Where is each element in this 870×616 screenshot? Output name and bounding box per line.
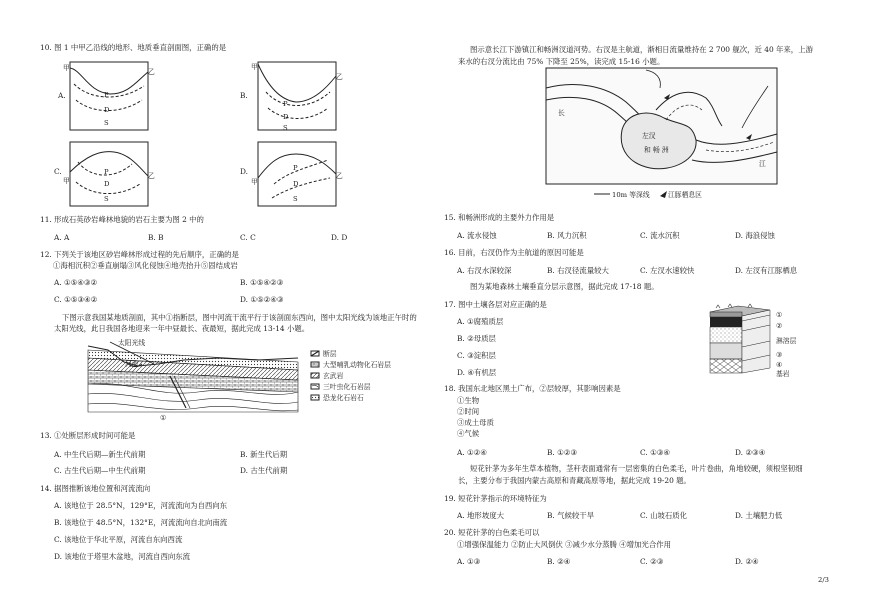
q17-opt-b[interactable]: B. ②母质层 <box>457 334 496 343</box>
end-right-label: 乙 <box>336 172 343 180</box>
q13-opt-a[interactable]: A. 中生代后期—新生代前期 <box>54 450 146 459</box>
q14-opt-d[interactable]: D. 该地位于塔里木盆地，河流自西向东流 <box>54 552 191 561</box>
end-left-label: 甲 <box>251 178 258 186</box>
legend-dolphin: 江豚栖息区 <box>668 191 702 199</box>
legend-dinosaur-fossil: 恐龙化石岩石 <box>323 394 364 402</box>
legend-basalt: 玄武岩 <box>323 372 344 380</box>
intro-19-20-line2: 长，主要分布于我国内蒙古高原和青藏高原等地，据此完成 19-20 题。 <box>458 476 691 485</box>
q19-opt-a[interactable]: A. 地形坡度大 <box>457 511 504 520</box>
layer-d: D <box>104 180 110 188</box>
q16-opt-c[interactable]: C. 左汊水速较快 <box>640 266 695 275</box>
q16-stem: 16. 目前，右汊仍作为主航道的原因可能是 <box>444 248 584 257</box>
q12-opt-b[interactable]: B. ①⑤④②③ <box>240 278 284 287</box>
q14-opt-c[interactable]: C. 该地位于华北平原，河流自东向西流 <box>54 535 183 544</box>
opt-a-label: A. <box>58 91 66 100</box>
q20-opt-b[interactable]: B. ②④ <box>547 557 571 566</box>
q20-opt-a[interactable]: A. ①③ <box>457 557 481 566</box>
q18-opt-b[interactable]: B. ①②③ <box>547 448 578 457</box>
layer-s: S <box>104 119 109 127</box>
q12-opt-a[interactable]: A. ①⑤④③② <box>54 278 98 287</box>
q19-opt-d[interactable]: D. 土壤肥力低 <box>735 511 783 520</box>
intro-13-14-line1: 下图示意我国某地质剖面，其中①指断层，图中河流干流平行于该剖面东西向，图中太阳光线为该地正午时的 <box>62 313 417 322</box>
intro-13-14-line2: 太阳光线，此日我国各地迎来一年中昼最长、夜最短，据此完成 13-14 小题。 <box>54 324 310 333</box>
q18-opt-c[interactable]: C. ①③④ <box>640 448 670 457</box>
q11-stem: 11. 形成石英砂岩峰林地貌的岩石主要为图 2 中的 <box>40 215 204 224</box>
intro-15-16-line2: 来水的右汊分流比由 75% 下降至 25%，读完成 15-16 小题。 <box>458 57 665 66</box>
river-label-jiang: 江 <box>759 160 766 168</box>
end-left-label: 甲 <box>63 177 70 185</box>
q15-stem: 15. 和畅洲形成的主要外力作用是 <box>444 213 555 222</box>
left-branch-label: 左汊 <box>642 132 656 140</box>
q12-opt-d[interactable]: D. ①⑤②④③ <box>240 295 284 304</box>
q12-stem: 12. 下列关于该地区砂岩峰林形成过程的先后顺序，正确的是 <box>40 250 239 259</box>
legend-fault: 断层 <box>323 350 337 358</box>
q18-item-3: ③成土母质 <box>457 418 494 427</box>
layer-s: S <box>283 124 288 132</box>
q15-opt-d[interactable]: D. 海浪侵蚀 <box>735 231 775 240</box>
q11-opt-c[interactable]: C. C <box>240 233 256 242</box>
layer-d: D <box>104 106 110 114</box>
soil-label-2: ② <box>776 322 783 330</box>
q14-stem: 14. 据图推断该地位置和河流流向 <box>40 484 151 493</box>
layer-p: P <box>293 164 298 172</box>
q17-stem: 17. 图中土壤各层对应正确的是 <box>444 300 547 309</box>
q14-opt-b[interactable]: B. 该地位于 48.5°N，132°E，河流流向自北向南流 <box>54 518 228 527</box>
layer-s: S <box>293 195 298 203</box>
q13-opt-b[interactable]: B. 新生代后期 <box>240 450 288 459</box>
q13-opt-c[interactable]: C. 古生代后期—中生代前期 <box>54 466 146 475</box>
soil-label-bedrock: 基岩 <box>776 370 790 378</box>
sunlight-label: 太阳光线 <box>118 339 146 347</box>
intro-19-20-line1: 短花针茅为多年生草本植物，茎秆表面通常有一层密集的白色柔毛，叶片卷曲，角地较硬，须根坚韧细 <box>470 464 803 473</box>
legend-contour: 10m 等深线 <box>612 191 650 199</box>
soil-label-3: ③ <box>776 351 783 359</box>
q18-item-4: ④气候 <box>457 429 480 438</box>
q16-opt-b[interactable]: B. 右汊径流量较大 <box>547 266 609 275</box>
layer-p: P <box>104 168 109 176</box>
q12-opt-c[interactable]: C. ①⑤③④② <box>54 295 98 304</box>
intro-17-18: 图为某地森林土壤垂直分层示意图，据此完成 17-18 题。 <box>470 282 659 291</box>
q18-opt-d[interactable]: D. ②③④ <box>735 448 766 457</box>
q20-items: ①增强保温能力 ②防止大风倒伏 ③减少水分蒸腾 ④增加光合作用 <box>457 540 671 549</box>
q12-items: ①海相沉积②垂直崩塌③风化侵蚀④地壳抬升⑤固结成岩 <box>53 261 238 270</box>
layer-s: S <box>104 195 109 203</box>
q16-opt-d[interactable]: D. 左汊有江豚栖息 <box>735 266 798 275</box>
soil-label-4: ④ <box>776 361 783 369</box>
q13-stem: 13. ①处断层形成时间可能是 <box>40 431 136 440</box>
opt-b-label: B. <box>240 91 248 100</box>
q18-stem: 18. 我国东北地区黑土广布，②层较厚，其影响因素是 <box>444 384 621 393</box>
end-right-label: 乙 <box>148 68 155 76</box>
river-label: 河流 <box>125 360 139 368</box>
fault-marker: ① <box>160 414 167 422</box>
q20-opt-d[interactable]: D. ②④ <box>735 557 759 566</box>
opt-d-label: D. <box>240 167 249 176</box>
q15-opt-a[interactable]: A. 流水侵蚀 <box>457 231 497 240</box>
intro-15-16-line1: 图示意长江下游镇江和畅洲汊道河势。右汊是主航道，渐相日流量维持在 2 700 舰次，近 40 年来，上游 <box>470 45 813 54</box>
river-label-chang: 长 <box>558 109 565 117</box>
q18-item-1: ①生物 <box>457 396 480 405</box>
q15-opt-b[interactable]: B. 风力沉积 <box>547 231 587 240</box>
page-number: 2/3 <box>818 576 829 584</box>
q14-opt-a[interactable]: A. 该地位于 28.5°N，129°E，河流流向为自西向东 <box>54 501 228 510</box>
q15-opt-c[interactable]: C. 流水沉积 <box>640 231 680 240</box>
end-right-label: 乙 <box>148 172 155 180</box>
q20-stem: 20. 短花针茅的白色柔毛可以 <box>444 528 540 537</box>
q18-item-2: ②时间 <box>457 407 480 416</box>
q13-opt-d[interactable]: D. 古生代前期 <box>240 466 288 475</box>
q11-opt-a[interactable]: A. A <box>54 233 70 242</box>
q11-opt-d[interactable]: D. D <box>331 233 348 242</box>
layer-d: D <box>283 113 289 121</box>
q19-opt-c[interactable]: C. 山坡石质化 <box>640 511 688 520</box>
q20-opt-c[interactable]: C. ②③ <box>640 557 664 566</box>
layer-p: P <box>104 91 109 99</box>
opt-c-label: C. <box>54 167 62 176</box>
end-left-label: 甲 <box>251 63 258 71</box>
end-left-label: 甲 <box>63 64 70 72</box>
q17-opt-a[interactable]: A. ①腐殖质层 <box>457 317 504 326</box>
q16-opt-a[interactable]: A. 右汊水深较深 <box>457 266 512 275</box>
q19-stem: 19. 短花针茅指示的环境特征为 <box>444 494 547 503</box>
q17-opt-c[interactable]: C. ③淀积层 <box>457 351 496 360</box>
soil-label-leaching: 淋溶层 <box>776 337 797 345</box>
q17-opt-d[interactable]: D. ④有机层 <box>457 368 497 377</box>
end-right-label: 乙 <box>336 73 343 81</box>
legend-trilobite-fossil: 三叶虫化石岩层 <box>323 383 371 391</box>
layer-d: D <box>293 180 299 188</box>
island-label: 和 畅 洲 <box>644 146 669 154</box>
soil-label-1: ① <box>776 311 783 319</box>
legend-mammal-fossil: 大型哺乳动物化石岩层 <box>323 361 391 369</box>
layer-p: P <box>283 100 288 108</box>
q18-opt-a[interactable]: A. ①②④ <box>457 448 487 457</box>
q11-opt-b[interactable]: B. B <box>148 233 164 242</box>
q10-stem: 10. 图 1 中甲乙沿线的地形、地质垂直剖面图，正确的是 <box>40 43 227 52</box>
q19-opt-b[interactable]: B. 气候较干旱 <box>547 511 595 520</box>
